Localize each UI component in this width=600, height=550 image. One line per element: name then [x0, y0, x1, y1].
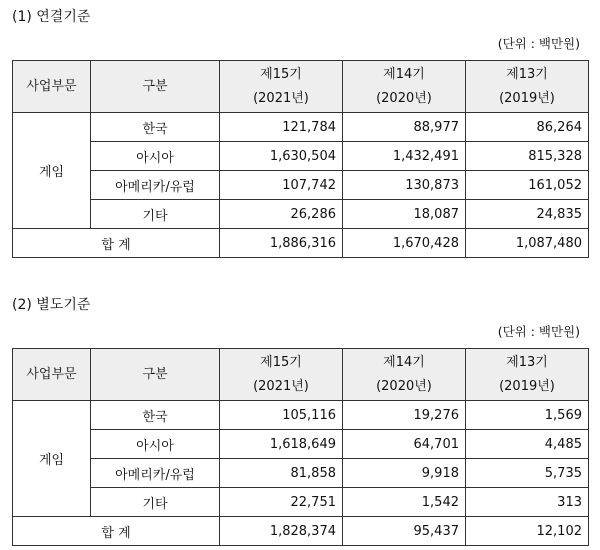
value-cell: 107,742: [220, 171, 343, 200]
total-value: 1,670,428: [343, 229, 466, 258]
value-cell: 19,276: [343, 401, 466, 430]
header-period-14: 제14기 (2020년): [343, 349, 466, 401]
table-row: [13, 401, 589, 430]
value-cell: 88,977: [343, 113, 466, 142]
table-row: [13, 459, 589, 488]
value-cell: 1,432,491: [343, 142, 466, 171]
revenue-table-separate: [12, 348, 589, 546]
row-label: 아메리카/유럽: [91, 459, 220, 488]
segment-cell: 게임: [13, 401, 91, 517]
value-cell: 1,618,649: [220, 430, 343, 459]
header-period-13: 제13기 (2019년): [466, 61, 589, 113]
row-label: 한국: [91, 401, 220, 430]
section-title: (2) 별도기준: [12, 297, 91, 313]
header-period-15: 제15기 (2021년): [220, 61, 343, 113]
value-cell: 161,052: [466, 171, 589, 200]
value-cell: 18,087: [343, 200, 466, 229]
total-row: [13, 229, 589, 258]
value-cell: 121,784: [220, 113, 343, 142]
revenue-table-consolidated: [12, 60, 589, 258]
value-cell: 105,116: [220, 401, 343, 430]
table-row: [13, 113, 589, 142]
value-cell: 64,701: [343, 430, 466, 459]
section-title: (1) 연결기준: [12, 9, 91, 25]
header-segment: 사업부문: [13, 349, 91, 401]
value-cell: 1,542: [343, 488, 466, 517]
total-label: 합 계: [13, 517, 220, 546]
table-row: [13, 488, 589, 517]
value-cell: 22,751: [220, 488, 343, 517]
value-cell: 86,264: [466, 113, 589, 142]
value-cell: 815,328: [466, 142, 589, 171]
unit-label: (단위 : 백만원): [497, 36, 580, 51]
unit-label: (단위 : 백만원): [497, 324, 580, 339]
table-row: [13, 200, 589, 229]
value-cell: 9,918: [343, 459, 466, 488]
total-value: 12,102: [466, 517, 589, 546]
header-category: 구분: [91, 61, 220, 113]
value-cell: 1,630,504: [220, 142, 343, 171]
value-cell: 1,569: [466, 401, 589, 430]
table-row: [13, 430, 589, 459]
row-label: 아메리카/유럽: [91, 171, 220, 200]
value-cell: 313: [466, 488, 589, 517]
row-label: 아시아: [91, 430, 220, 459]
total-row: [13, 517, 589, 546]
header-period-14: 제14기 (2020년): [343, 61, 466, 113]
total-value: 1,828,374: [220, 517, 343, 546]
value-cell: 4,485: [466, 430, 589, 459]
total-value: 1,886,316: [220, 229, 343, 258]
value-cell: 26,286: [220, 200, 343, 229]
segment-cell: 게임: [13, 113, 91, 229]
row-label: 기타: [91, 488, 220, 517]
table-row: [13, 171, 589, 200]
row-label: 한국: [91, 113, 220, 142]
header-row: [13, 61, 589, 113]
value-cell: 130,873: [343, 171, 466, 200]
row-label: 기타: [91, 200, 220, 229]
total-value: 1,087,480: [466, 229, 589, 258]
header-category: 구분: [91, 349, 220, 401]
total-value: 95,437: [343, 517, 466, 546]
value-cell: 5,735: [466, 459, 589, 488]
header-period-13: 제13기 (2019년): [466, 349, 589, 401]
header-segment: 사업부문: [13, 61, 91, 113]
total-label: 합 계: [13, 229, 220, 258]
header-period-15: 제15기 (2021년): [220, 349, 343, 401]
header-row: [13, 349, 589, 401]
value-cell: 24,835: [466, 200, 589, 229]
value-cell: 81,858: [220, 459, 343, 488]
row-label: 아시아: [91, 142, 220, 171]
table-row: [13, 142, 589, 171]
